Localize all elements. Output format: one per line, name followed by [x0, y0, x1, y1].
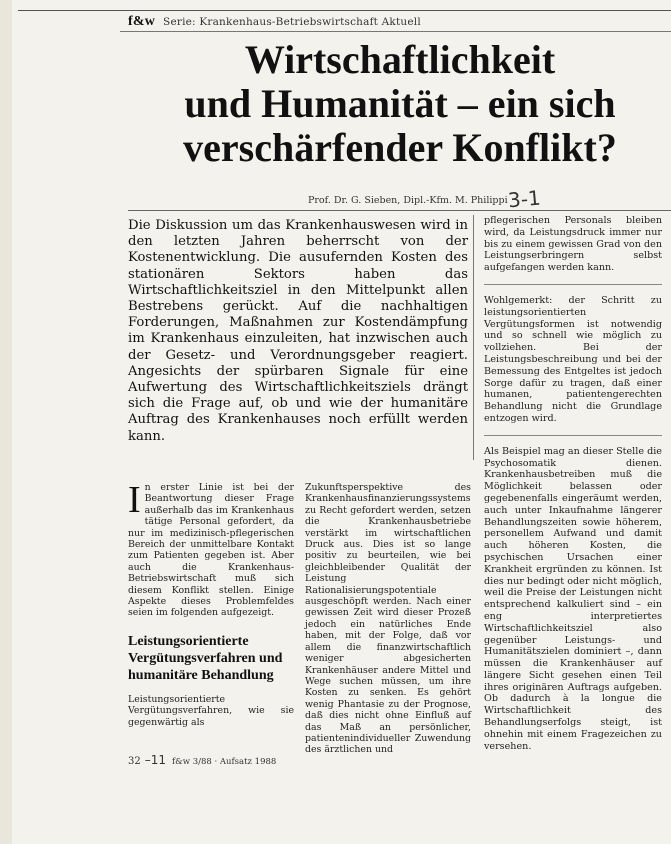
- article-title: [0, 38, 671, 170]
- footer-handwritten: –11: [144, 753, 167, 767]
- title-line-2: und Humanität – ein sich: [184, 81, 616, 126]
- column-2-paragraph: Zukunftsperspektive des Krankenhausfinanzierungssystems zu Recht gefordert werden, setzen die Krankenhausbetriebe verstärkt im wirtschaftlichen Druck aus. Dies ist so lange positiv zu beurteilen, wie bei gleichbleibender Qualität der Leistung Rationalisierungspotentiale ausgeschöpft werden. Nach einer gewissen Zeit wird dieser Prozeß jedoch ein natürliches Ende haben, mit der Folge, daß vor allem die finanzwirtschaftlich weniger abgesicherten Krankenhäuser andere Mittel und Wege suchen müssen, um ihre Kosten zu senken. Es gehört wenig Phantasie zu der Prognose, daß dies nicht ohne Einfluß auf das Maß an persönlicher, patientenindividueller Zuwendung des ärztlichen und: [305, 482, 471, 756]
- top-rule: [18, 10, 671, 11]
- right-paragraph-1: pflegerischen Personals bleiben wird, da Leistungsdruck immer nur bis zu einem gewissen Grad von den Leistungserbringern selbst aufgefangen werden kann.: [484, 215, 662, 274]
- page-number: 32: [128, 756, 141, 767]
- header-rule: [120, 31, 671, 32]
- issue-info: f&w 3/88 · Aufsatz 1988: [172, 757, 277, 767]
- right-rule-1: [484, 284, 662, 285]
- handwritten-note: 3-1: [507, 185, 542, 213]
- drop-cap: I: [128, 479, 141, 521]
- right-paragraph-2: Wohlgemerkt: der Schritt zu leistungsorientierten Vergütungsformen ist notwendig und so schnell wie möglich zu vollziehen. Bei der Leistungsbeschreibung und bei der Bemessung des Entgeltes ist jedoch Sorge dafür zu tragen, daß einer humanen, patientengerechten Behandlung nicht die Grundlage entzogen wird.: [484, 294, 662, 424]
- column-1-text: n erster Linie ist bei der Beantwortung dieser Frage außerhalb das im Krankenhaus tätige Personal gefordert, da nur im medizinisch-pflegerischen Bereich der unmittelbare Kontakt zum Patienten gegeben ist. Aber auch die Krankenhaus-Betriebswirtschaft muß sich diesem Konflikt stellen. Einige Aspekte dieses Problemfeldes seien im folgenden aufgezeigt.: [128, 482, 294, 619]
- right-paragraph-3: Als Beispiel mag an dieser Stelle die Psychosomatik dienen. Krankenhausbetreiben muß die Möglichkeit belassen oder gegebenenfalls eingeräumt werden, auch unter Inkaufnahme längerer Behandlungszeiten sowie höherem, personellem Aufwand und damit auch höheren Kosten, die psychischen Ursachen einer Krankheit ergründen zu können. Ist dies nur bedingt oder nicht möglich, weil die Preise der Leistungen nicht entsprechend kalkuliert sind – ein eng interpretiertes Wirtschaftlichkeitsziel also gegenüber Leistungs- und Humanitätszielen dominiert –, dann müssen die Krankenhäuser auf längere Sicht gesehen einen Teil ihres originären Auftrags aufgeben. Ob dadurch à la longue die Wirtschaftlichkeit des Behandlungserfolgs steigt, ist ohnehin mit einem Fragezeichen zu versehen.: [484, 445, 662, 752]
- title-line-1: Wirtschaftlichkeit: [244, 37, 556, 82]
- intro-paragraph: Die Diskussion um das Krankenhauswesen wird in den letzten Jahren beherrscht von der Kostenentwicklung. Die ausufernden Kosten des stationären Sektors haben das Wirtschaftlichkeitsziel in den Mittelpunkt allen Bestrebens gerückt. Auf die nachhaltigen Forderungen, Maßnahmen zur Kostendämpfung im Krankenhaus einzuleiten, hat inzwischen auch der Gesetz- und Verordnungsgeber reagiert. Angesichts der spürbaren Signale für eine Aufwertung des Wirtschaftlichkeitsziels drängt sich die Frage auf, ob und wie der humanitäre Auftrag des Krankenhauses noch erfüllt werden kann.: [128, 218, 468, 444]
- body-column-2: [305, 482, 471, 756]
- section-subheading: Leistungsorientierte Vergütungsverfahren und humanitäre Behandlung: [128, 633, 283, 683]
- series-title: Serie: Krankenhaus-Betriebswirtschaft Aktuell: [163, 16, 421, 28]
- right-column: [484, 215, 662, 762]
- body-column-1: [128, 479, 294, 728]
- series-header: [128, 14, 421, 30]
- right-rule-2: [484, 435, 662, 436]
- column-1-paragraph: [128, 479, 294, 619]
- byline-rule: [128, 210, 671, 211]
- column-divider: [473, 215, 474, 460]
- page-footer: [128, 753, 276, 767]
- title-line-3: verschärfender Konflikt?: [183, 125, 617, 170]
- authors: Prof. Dr. G. Sieben, Dipl.-Kfm. M. Philippi: [308, 195, 508, 206]
- column-1-paragraph-2: Leistungsorientierte Vergütungsverfahren, wie sie gegenwärtig als: [128, 693, 294, 728]
- magazine-logo: f&w: [128, 14, 156, 29]
